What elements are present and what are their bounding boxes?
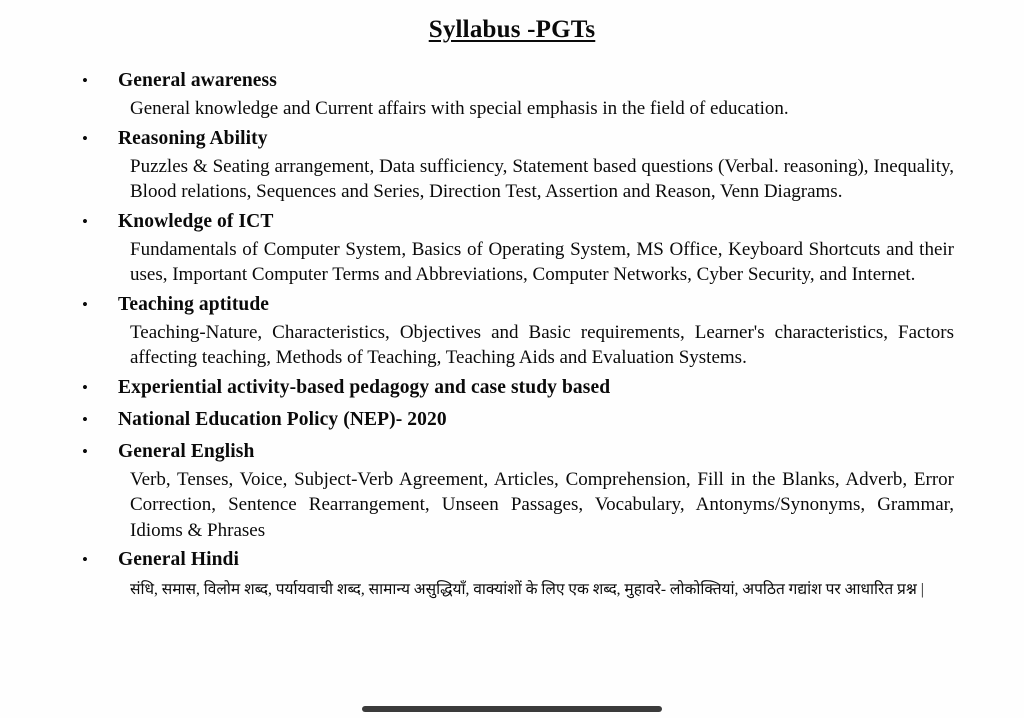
- section-heading: Reasoning Ability: [118, 127, 268, 149]
- section-body: Fundamentals of Computer System, Basics of Operating System, MS Office, Keyboard Shortcuts and their uses, Important Computer Terms and Abbreviations, Computer Networks, Cyber Security, and Internet.: [130, 238, 954, 285]
- list-item: [60, 290, 964, 371]
- section-body: General knowledge and Current affairs with special emphasis in the field of education.: [130, 98, 789, 119]
- bullet-icon: •: [82, 409, 88, 429]
- list-item-heading-row: [60, 405, 964, 435]
- list-item-heading-row: [60, 124, 964, 154]
- section-body: Teaching-Nature, Characteristics, Objectives and Basic requirements, Learner's characteristics, Factors affecting teaching, Methods of Teaching, Teaching Aids and Evaluation Systems.: [130, 321, 954, 368]
- section-heading: General English: [118, 440, 255, 462]
- section-heading: General Hindi: [118, 549, 240, 570]
- section-body: Puzzles & Seating arrangement, Data sufficiency, Statement based questions (Verbal. reasoning), Inequality, Blood relations, Sequences and Series, Direction Test, Assertion and Reason, Venn Diagrams.: [130, 155, 954, 202]
- list-item-heading-row: [60, 373, 964, 403]
- bullet-icon: •: [82, 550, 88, 569]
- list-item: [60, 66, 964, 122]
- list-item: [60, 207, 964, 288]
- section-heading: General awareness: [118, 70, 277, 91]
- list-item: [60, 124, 964, 205]
- bullet-icon: •: [82, 377, 88, 397]
- list-item-heading-row: [60, 437, 964, 467]
- section-heading: Teaching aptitude: [118, 293, 270, 315]
- list-item: [60, 437, 964, 544]
- section-body: Verb, Tenses, Voice, Subject-Verb Agreement, Articles, Comprehension, Fill in the Blanks, Adverb, Error Correction, Sentence Rearrangement, Unseen Passages, Vocabulary, Antonyms/Synonyms, Grammar, Idioms & Phrases: [130, 468, 954, 541]
- scrollbar-handle[interactable]: [362, 706, 662, 712]
- bullet-icon: •: [82, 128, 88, 148]
- section-body-hindi: संधि, समास, विलोम शब्द, पर्यायवाची शब्द, सामान्य असुद्धियाँ, वाक्यांशों के लिए एक शब्द, मुहावरे- लोकोक्तियां, अपठित गद्यांश पर आधारित प्रश्न |: [130, 581, 924, 598]
- section-heading: National Education Policy (NEP)- 2020: [118, 408, 447, 430]
- list-item-heading-row: [60, 290, 964, 320]
- bullet-icon: •: [82, 71, 88, 90]
- list-item-heading-row: [60, 545, 964, 575]
- bullet-icon: •: [82, 441, 88, 461]
- list-item: [60, 405, 964, 435]
- bullet-icon: •: [82, 211, 88, 231]
- list-item: [60, 373, 964, 403]
- list-item: [60, 545, 964, 604]
- list-item-heading-row: [60, 66, 964, 96]
- section-heading: Knowledge of ICT: [118, 210, 274, 232]
- page-title: Syllabus -PGTs: [428, 16, 596, 43]
- list-item-heading-row: [60, 207, 964, 237]
- syllabus-list: [60, 66, 964, 604]
- section-heading: Experiential activity-based pedagogy and case study based: [118, 376, 611, 398]
- bullet-icon: •: [82, 294, 88, 314]
